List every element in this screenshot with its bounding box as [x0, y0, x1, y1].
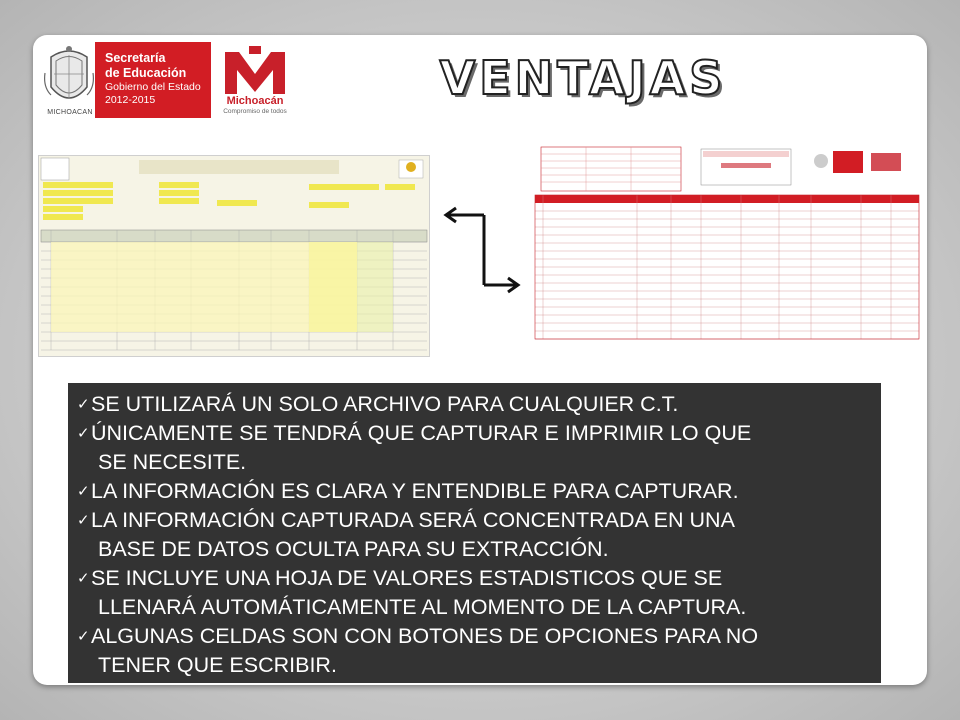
list-item [77, 506, 873, 564]
bidirectional-arrow-icon [438, 205, 524, 295]
see-line-1: Secretaría [105, 51, 166, 65]
spreadsheet-preview-right [521, 139, 927, 369]
michoacan-tagline: Compromiso de todos [223, 108, 287, 115]
bullet-6-line-1: ALGUNAS CELDAS SON CON BOTONES DE OPCIONES PARA NO [91, 624, 759, 648]
spreadsheet-preview-left [38, 155, 430, 357]
advantages-list [68, 383, 881, 683]
slide [33, 35, 927, 685]
list-item [77, 390, 873, 419]
bullet-5-line-1: SE INCLUYE UNA HOJA DE VALORES ESTADISTICOS QUE SE [91, 566, 723, 590]
bullet-5-line-2: LLENARÁ AUTOMÁTICAMENTE AL MOMENTO DE LA CAPTURA. [98, 595, 747, 619]
bullet-2-line-1: ÚNICAMENTE SE TENDRÁ QUE CAPTURAR E IMPRIMIR LO QUE [91, 421, 752, 445]
checkmark-icon: ✓ [77, 396, 90, 413]
state-seal-icon [43, 43, 95, 113]
list-item [77, 477, 873, 506]
list-item [77, 419, 873, 477]
checkmark-icon: ✓ [77, 512, 90, 529]
checkmark-icon: ✓ [77, 425, 90, 442]
checkmark-icon: ✓ [77, 570, 90, 587]
secretaria-logo [95, 42, 211, 118]
checkmark-icon: ✓ [77, 483, 90, 500]
bullet-4-line-2: BASE DE DATOS OCULTA PARA SU EXTRACCIÓN. [98, 537, 609, 561]
see-line-3: Gobierno del Estado [105, 81, 201, 93]
list-item [77, 622, 873, 680]
bullet-3-line-1: LA INFORMACIÓN ES CLARA Y ENTENDIBLE PARA CAPTURAR. [91, 479, 739, 503]
page-title: VENTAJAS [439, 51, 727, 105]
see-line-4: 2012-2015 [105, 94, 156, 106]
bullet-1-line-1: SE UTILIZARÁ UN SOLO ARCHIVO PARA CUALQUIER C.T. [91, 392, 679, 416]
bullet-4-line-1: LA INFORMACIÓN CAPTURADA SERÁ CONCENTRADA EN UNA [91, 508, 735, 532]
checkmark-icon: ✓ [77, 628, 90, 645]
list-item [77, 564, 873, 622]
seal-caption: MICHOACAN [47, 109, 93, 116]
michoacan-name: Michoacán [226, 95, 284, 107]
bullet-6-line-2: TENER QUE ESCRIBIR. [98, 653, 337, 677]
bullet-2-line-2: SE NECESITE. [98, 450, 247, 474]
see-line-2: de Educación [105, 66, 187, 80]
